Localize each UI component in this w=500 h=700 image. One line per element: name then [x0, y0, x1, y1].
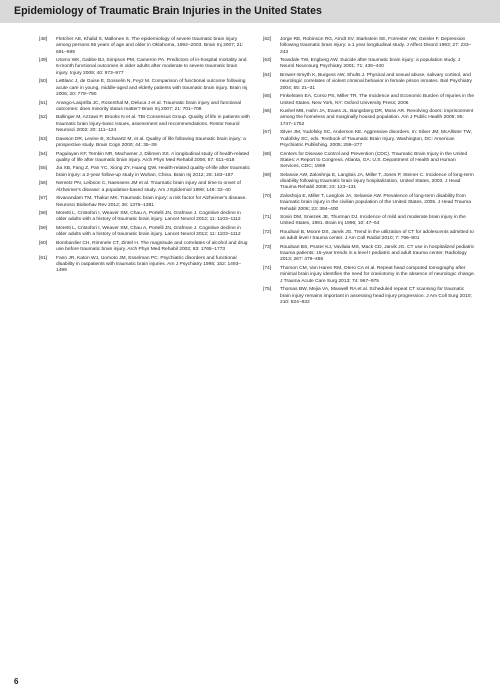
- reference-text: Kushel MB, Hahn JA, Evans JL, Bangsberg DR, Moss AR. Revolving doors: imprisonment among the homeless and marginally housed population. Am J Public Health 2005; 95: 1747–1752: [280, 109, 474, 127]
- reference-item: [39, 166, 251, 179]
- reference-text: Sosin DM, Sniezek JE, Thurman DJ. Incidence of mild and moderate brain injury in the United States, 1991. Brain Inj 1996; 10: 47–54: [280, 215, 466, 227]
- reference-number: [55]: [39, 166, 48, 172]
- reference-text: Moretti L, Cristofori I, Weaver SM, Chau A, Portelli JN, Grafman J. Cognitive decline in older adults with a history of traumatic brain injury. Lancet Neurol 2012; 11: 1103–1112: [56, 211, 241, 223]
- reference-text: Teasdale TW, Engberg AW. Suicide after traumatic brain injury: a population study. J Neurol Neurosurg Psychiatry 2001; 71: 436–440: [280, 58, 461, 70]
- reference-number: [61]: [39, 255, 48, 261]
- reference-text: Arango-Lasprilla JC, Rosenthal M, Deluca J et al. Traumatic brain injury and functional outcomes: does minority status matter? Brain Inj 2007; 21: 701–708: [56, 100, 242, 112]
- reference-text: Thorson CM, Van Haren RM, Otero CA et al. Repeat head computed tomography after minimal brain injury identifies the need for craniotomy in the absence of neurologic change. J Trauma Acute Care Surg 2013; 74: 967–975: [280, 266, 475, 284]
- reference-text: Finkelstein EA, Corso PS, Miller TR. The Incidence and Economic Burden of Injuries in the United States. New York, NY: Oxford University Press; 2006: [280, 94, 475, 106]
- reference-item: [263, 37, 475, 56]
- reference-text: Bombardier CH, Rimmele CT, Zintel H. The magnitude and correlates of alcohol and drug use before traumatic brain injury. Arch Phys Med Rehabil 2002; 83: 1765–1773: [56, 240, 248, 253]
- reference-number: [75]: [263, 287, 272, 293]
- reference-item: [39, 196, 251, 209]
- reference-number: [57]: [39, 196, 48, 202]
- reference-item: [39, 137, 251, 150]
- reference-number: [52]: [39, 115, 48, 121]
- reference-text: Fann JR, Katon WJ, Uomoto JM, Esselman PC. Psychiatric disorders and functional disability in outpatients with traumatic brain injuries. Am J Psychiatry 1995; 152: 1493–1499: [56, 255, 241, 274]
- reference-text: Thomas BW, Mejia VA, Maxwell RA et al. Scheduled repeat CT scanning for traumatic brain injury remains important in assessing head injury progression. J Am Coll Surg 2010; 210: 824–832: [280, 287, 472, 305]
- reference-item: [39, 58, 251, 77]
- reference-number: [67]: [263, 130, 272, 136]
- reference-text: Silver JM, Yudofsky SC, Anderson KE. Aggressive disorders. In: Silver JM, McAllister TW, Yudofsky SC, eds. Textbook of Traumatic Brain Injury. Washington, DC: American Psychiatric Publishing. 2005; 259–277: [280, 130, 472, 148]
- reference-number: [65]: [263, 94, 272, 100]
- reference-item: [39, 79, 251, 98]
- reference-text: Jorge RE, Robinson RG, Arndt SV, Starkstein SE, Forrester AW, Geisler F. Depression following traumatic brain injury: a 1 year longitudinal study. J Affect Disord 1993; 27: 233–243: [280, 37, 472, 55]
- reference-item: [263, 94, 475, 107]
- reference-number: [59]: [39, 225, 48, 231]
- reference-item: [263, 287, 475, 306]
- reference-item: [263, 130, 475, 149]
- reference-number: [72]: [263, 229, 272, 235]
- reference-item: [39, 181, 251, 194]
- reference-number: [69]: [263, 172, 272, 178]
- reference-text: LeBlanc J, de Guise E, Gosselin N, Feyz M. Comparison of functional outcome following acute care in young, middle-aged and elderly patients with traumatic brain injury. Brain Inj 2006; 20: 779–790: [56, 79, 248, 97]
- reference-text: Roudsari B, Moore DS, Jarvik JG. Trend in the utilization of CT for adolescents admitted to an adult level I trauma center. J Am Coll Radiol 2010; 7: 796–801: [280, 229, 474, 242]
- reference-number: [49]: [39, 58, 48, 64]
- running-header-title: Epidemiology of Traumatic Brain Injuries in the United States: [14, 5, 322, 17]
- reference-text: Fletcher AE, Khalid S, Mallonee S. The epidemiology of severe traumatic brain injury among persons 65 years of age and older in Oklahoma, 1992–2003. Brain Inj 2007; 21: 691–699: [56, 37, 244, 55]
- reference-item: [263, 266, 475, 285]
- reference-text: Roudsari BS, Psoter KJ, Vavilala MS, Mack CD, Jarvik JG. CT use in hospitalized pediatric trauma patients: 15-year trends in a level I pediatric and adult trauma center. Radiology 2013; 267: 479–486: [280, 244, 475, 263]
- page-number: 6: [14, 677, 19, 686]
- reference-number: [71]: [263, 215, 272, 221]
- reference-item: [39, 211, 251, 224]
- reference-item: [263, 109, 475, 128]
- reference-number: [63]: [263, 58, 272, 64]
- reference-number: [73]: [263, 244, 272, 250]
- reference-text: Zaloshnja E, Miller T, Langlois JA, Selassie AW. Prevalence of long-term disability from traumatic brain injury in the civilian population of the United States, 2005. J Head Trauma Rehabil 2008; 23: 394–400: [280, 193, 471, 212]
- reference-item: [39, 101, 251, 114]
- reference-number: [53]: [39, 136, 48, 142]
- reference-item: [39, 37, 251, 56]
- reference-item: [263, 152, 475, 171]
- reference-number: [62]: [263, 37, 272, 42]
- reference-number: [54]: [39, 151, 48, 157]
- reference-column-left: [39, 37, 251, 308]
- reference-item: [39, 226, 251, 239]
- reference-text: Centers for Disease Control and Prevention (CDC). Traumatic Brain Injury in the United States: A Report to Congress. Atlanta, GA: U.S. Department of Health and Human Services, CDC; 1999: [280, 151, 468, 170]
- reference-number: [68]: [263, 151, 272, 157]
- reference-item: [39, 241, 251, 254]
- reference-number: [74]: [263, 266, 272, 272]
- reference-text: Dawson DR, Levine B, Schwartz M, et al. Quality of life following traumatic brain injury: a prospective study. Brain Cogn 2000; 44: 35–39: [56, 136, 246, 148]
- reference-number: [56]: [39, 181, 48, 187]
- reference-item: [263, 58, 475, 71]
- reference-number: [48]: [39, 37, 48, 42]
- reference-number: [64]: [263, 73, 272, 79]
- reference-item: [263, 230, 475, 243]
- reference-column-right: [263, 37, 475, 308]
- reference-text: Sivanandam TM, Thakur MK. Traumatic brain injury: a risk factor for Alzheimer's disease. Neurosci Biobehav Rev 2012; 36: 1376–1381: [56, 196, 247, 208]
- reference-text: Brower-Smyth K, Burgess AW, Shults J. Physical and sexual abuse, salivary cortisol, and neurologic correlates of violent criminal behavior in female prison inmates. Biol Psychiatry 2004; 55: 21–31: [280, 73, 472, 91]
- reference-number: [66]: [263, 109, 272, 115]
- reference-number: [60]: [39, 240, 48, 246]
- reference-item: [263, 73, 475, 92]
- reference-item: [263, 173, 475, 192]
- reference-item: [263, 245, 475, 264]
- reference-item: [39, 115, 251, 134]
- reference-text: Ballinger M, Azzawi P, Brooks N et al. TBI Consensus Group. Quality of life in patients with traumatic brain injury-basic issues, assessment and recommendations. Restor Neurol Neurosci 2002; 20: 111–124: [56, 115, 250, 134]
- reference-item: [39, 256, 251, 275]
- reference-list: [39, 37, 475, 308]
- reference-text: Pagulayan KF, Temkin NR, Machamer J, Dikmen SS. A longitudinal study of health-related quality of life after traumatic brain injury. Arch Phys Med Rehabil 2006; 87: 611–618: [56, 151, 250, 163]
- reference-number: [58]: [39, 211, 48, 217]
- reference-text: Utomo WK, Gabbe BJ, Simpson PM, Cameron PA. Predictors of in-hospital mortality and 6-month functional outcomes in older adults after moderate to severe traumatic brain injury. Injury 2009; 40: 973–977: [56, 58, 247, 76]
- reference-text: Jia XB, Fang Z, Pan YC, Xiong ZY, Huang QW. Health-related quality-of-life after traumatic brain injury: a 2-year follow-up study in Wuhan, China. Brain Inj 2012; 26: 183–187: [56, 166, 251, 178]
- reference-item: [263, 215, 475, 228]
- reference-item: [263, 194, 475, 213]
- reference-item: [39, 152, 251, 165]
- reference-number: [70]: [263, 193, 272, 199]
- reference-text: Selassie AW, Zaloshnja E, Langlois JA, Miller T, Jones P, Steiner C. Incidence of long-term disability following traumatic brain injury hospitalization, United States, 2003. J Head Trauma Rehabil 2008; 23: 123–131: [280, 172, 474, 191]
- reference-number: [50]: [39, 79, 48, 85]
- running-header: [0, 0, 500, 23]
- reference-text: Moretti L, Cristofori I, Weaver SM, Chau A, Portelli JN, Grafman J. Cognitive decline in older adults with a history of traumatic brain injury. Lancet Neurol 2012; 11: 1103–1112: [56, 225, 241, 238]
- reference-number: [51]: [39, 100, 48, 106]
- reference-text: Nemetz PN, Leibson C, Naessens JM et al. Traumatic brain injury and time to onset of Alzheimer's disease: a population-based study. Am J Epidemiol 1999; 149: 32–40: [56, 181, 241, 193]
